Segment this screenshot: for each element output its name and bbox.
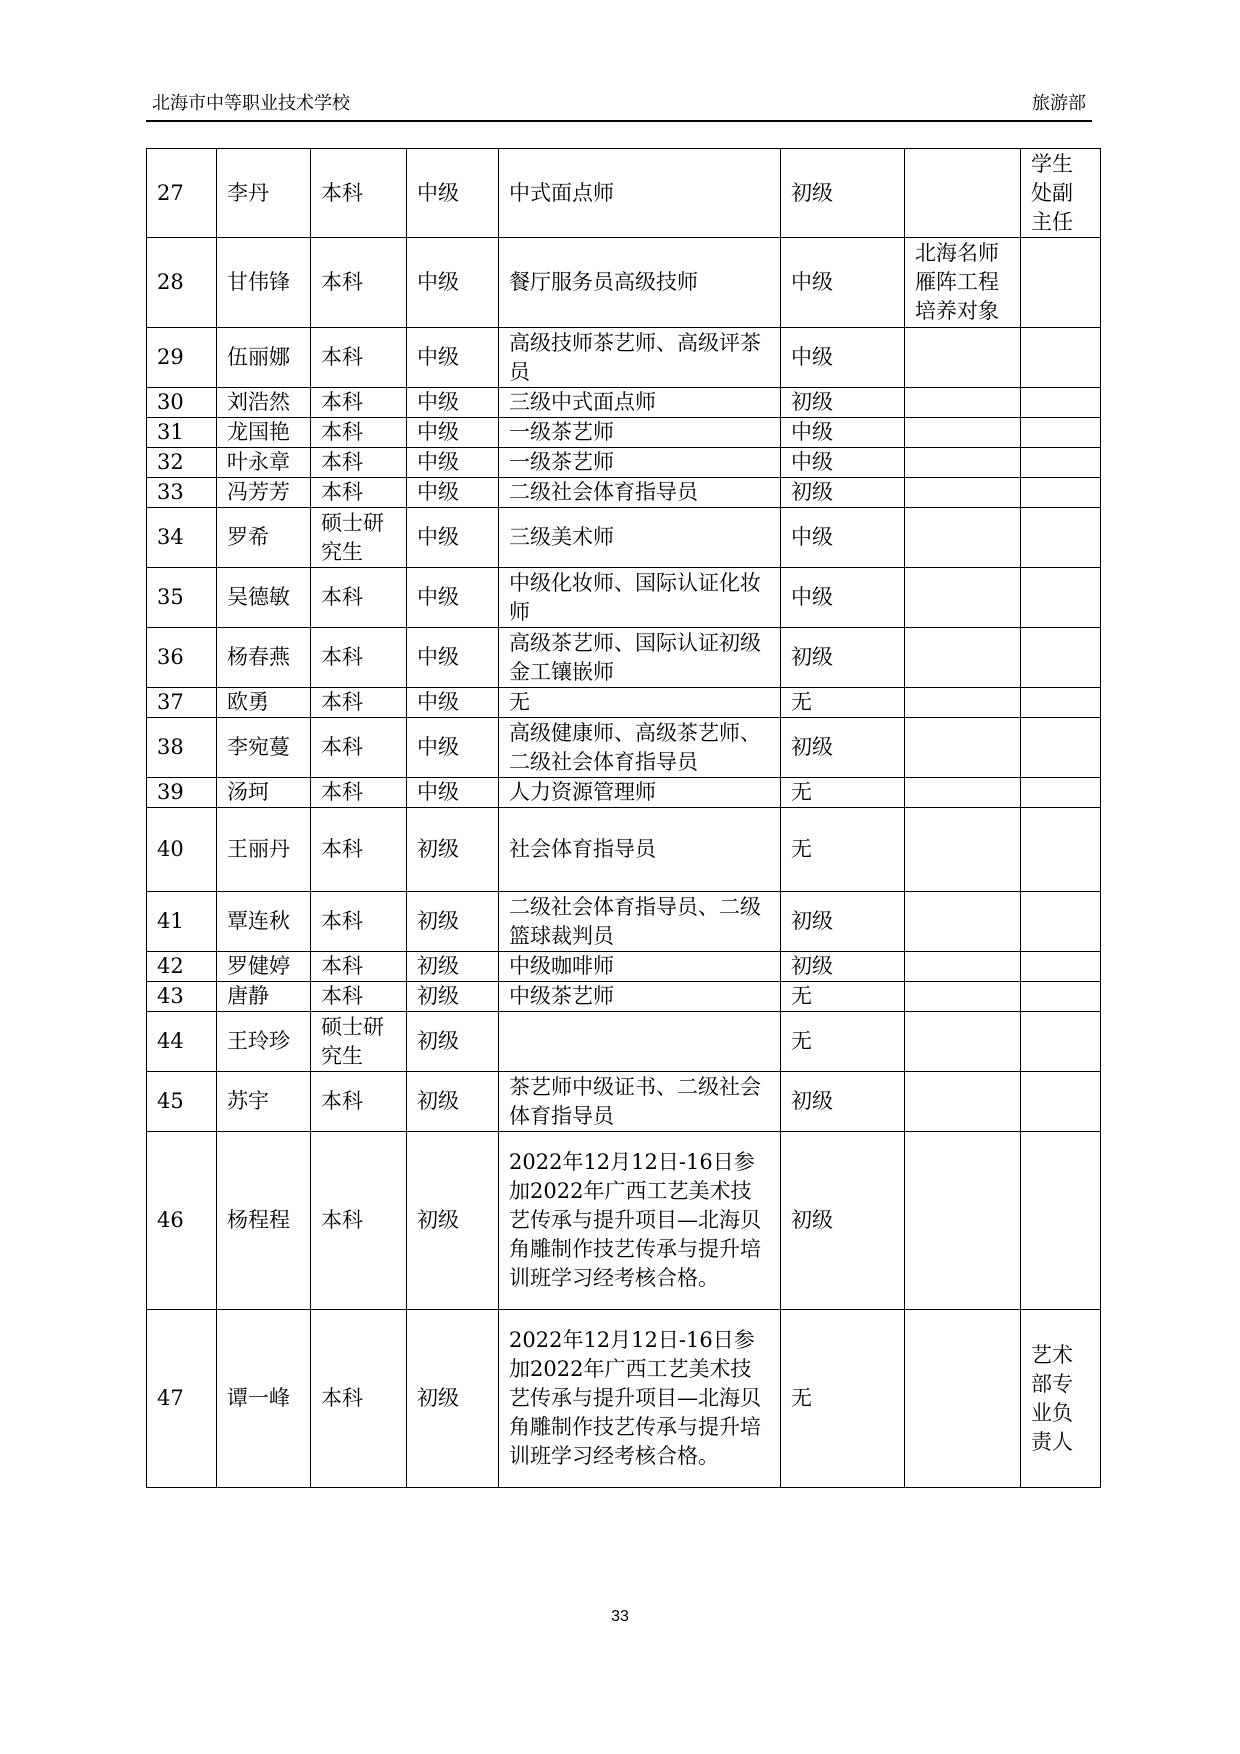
cell-qualification: 三级中式面点师: [499, 388, 781, 418]
cell-skill-level: 中级: [781, 418, 905, 448]
cell-honor: [905, 388, 1021, 418]
table-row: [147, 508, 1101, 568]
cell-skill-level: 初级: [781, 892, 905, 952]
table-row: [147, 328, 1101, 388]
cell-qualification: 中级茶艺师: [499, 982, 781, 1012]
table-row: [147, 149, 1101, 238]
cell-qualification: 高级茶艺师、国际认证初级金工镶嵌师: [499, 628, 781, 688]
cell-role: [1021, 1072, 1101, 1132]
cell-skill-level: 初级: [781, 1132, 905, 1310]
cell-name: 罗希: [217, 508, 311, 568]
cell-index: 42: [147, 952, 217, 982]
cell-honor: [905, 508, 1021, 568]
table-row: [147, 448, 1101, 478]
cell-index: 41: [147, 892, 217, 952]
cell-index: 35: [147, 568, 217, 628]
cell-skill-level: 初级: [781, 149, 905, 238]
cell-education: 本科: [311, 568, 407, 628]
page-header: [146, 90, 1092, 122]
cell-skill-level: 初级: [781, 478, 905, 508]
cell-honor: [905, 418, 1021, 448]
cell-index: 45: [147, 1072, 217, 1132]
cell-title: 中级: [407, 149, 499, 238]
cell-skill-level: 无: [781, 1012, 905, 1072]
cell-education: 本科: [311, 688, 407, 718]
table-row: [147, 892, 1101, 952]
staff-table: [146, 148, 1101, 1488]
cell-education: 硕士研究生: [311, 508, 407, 568]
cell-index: 30: [147, 388, 217, 418]
cell-role: [1021, 418, 1101, 448]
table-row: [147, 1072, 1101, 1132]
cell-role: [1021, 808, 1101, 892]
cell-title: 中级: [407, 778, 499, 808]
cell-education: 本科: [311, 892, 407, 952]
cell-title: 初级: [407, 982, 499, 1012]
cell-skill-level: 初级: [781, 388, 905, 418]
cell-index: 28: [147, 238, 217, 328]
cell-role: [1021, 568, 1101, 628]
cell-education: 本科: [311, 1132, 407, 1310]
cell-skill-level: 初级: [781, 1072, 905, 1132]
cell-name: 甘伟锋: [217, 238, 311, 328]
cell-name: 罗健婷: [217, 952, 311, 982]
cell-title: 初级: [407, 952, 499, 982]
table-row: [147, 1012, 1101, 1072]
cell-honor: [905, 778, 1021, 808]
cell-title: 中级: [407, 478, 499, 508]
cell-role: 学生处副主任: [1021, 149, 1101, 238]
cell-index: 36: [147, 628, 217, 688]
cell-role: [1021, 1132, 1101, 1310]
cell-education: 本科: [311, 808, 407, 892]
cell-role: [1021, 952, 1101, 982]
cell-education: 硕士研究生: [311, 1012, 407, 1072]
cell-index: 43: [147, 982, 217, 1012]
cell-honor: [905, 688, 1021, 718]
cell-index: 39: [147, 778, 217, 808]
cell-role: [1021, 892, 1101, 952]
cell-index: 38: [147, 718, 217, 778]
cell-honor: [905, 1132, 1021, 1310]
cell-qualification: 无: [499, 688, 781, 718]
cell-qualification: 社会体育指导员: [499, 808, 781, 892]
cell-role: [1021, 688, 1101, 718]
cell-skill-level: 无: [781, 1310, 905, 1488]
cell-skill-level: 初级: [781, 628, 905, 688]
cell-name: 李宛蔓: [217, 718, 311, 778]
cell-role: [1021, 1012, 1101, 1072]
cell-title: 初级: [407, 808, 499, 892]
cell-honor: [905, 982, 1021, 1012]
cell-title: 中级: [407, 328, 499, 388]
cell-role: [1021, 238, 1101, 328]
cell-name: 刘浩然: [217, 388, 311, 418]
cell-title: 中级: [407, 508, 499, 568]
cell-index: 31: [147, 418, 217, 448]
cell-education: 本科: [311, 388, 407, 418]
cell-name: 杨春燕: [217, 628, 311, 688]
cell-qualification: 高级技师茶艺师、高级评茶员: [499, 328, 781, 388]
cell-skill-level: 中级: [781, 328, 905, 388]
cell-title: 初级: [407, 1012, 499, 1072]
cell-role: [1021, 388, 1101, 418]
cell-skill-level: 无: [781, 808, 905, 892]
cell-index: 33: [147, 478, 217, 508]
table-row: [147, 238, 1101, 328]
cell-index: 32: [147, 448, 217, 478]
cell-name: 叶永章: [217, 448, 311, 478]
cell-qualification: 中级化妆师、国际认证化妆师: [499, 568, 781, 628]
cell-name: 吴德敏: [217, 568, 311, 628]
cell-qualification: 人力资源管理师: [499, 778, 781, 808]
cell-education: 本科: [311, 952, 407, 982]
cell-skill-level: 无: [781, 778, 905, 808]
table-row: [147, 568, 1101, 628]
staff-table-body: [147, 149, 1101, 1488]
cell-name: 杨程程: [217, 1132, 311, 1310]
cell-skill-level: 初级: [781, 952, 905, 982]
cell-role: [1021, 508, 1101, 568]
cell-name: 王玲珍: [217, 1012, 311, 1072]
cell-name: 覃连秋: [217, 892, 311, 952]
cell-title: 初级: [407, 1072, 499, 1132]
cell-title: 中级: [407, 628, 499, 688]
cell-qualification: 餐厅服务员高级技师: [499, 238, 781, 328]
cell-honor: [905, 1310, 1021, 1488]
table-row: [147, 478, 1101, 508]
cell-name: 苏宇: [217, 1072, 311, 1132]
cell-skill-level: 初级: [781, 718, 905, 778]
cell-honor: [905, 892, 1021, 952]
cell-education: 本科: [311, 238, 407, 328]
cell-index: 37: [147, 688, 217, 718]
cell-education: 本科: [311, 628, 407, 688]
cell-role: 艺术部专业负责人: [1021, 1310, 1101, 1488]
cell-qualification: 二级社会体育指导员: [499, 478, 781, 508]
cell-title: 中级: [407, 238, 499, 328]
cell-name: 龙国艳: [217, 418, 311, 448]
cell-name: 伍丽娜: [217, 328, 311, 388]
cell-qualification: 2022年12月12日-16日参加2022年广西工艺美术技艺传承与提升项目—北海贝角雕制作技艺传承与提升培训班学习经考核合格。: [499, 1132, 781, 1310]
cell-education: 本科: [311, 448, 407, 478]
cell-index: 47: [147, 1310, 217, 1488]
cell-honor: [905, 478, 1021, 508]
cell-title: 初级: [407, 1310, 499, 1488]
table-row: [147, 628, 1101, 688]
cell-qualification: 一级茶艺师: [499, 418, 781, 448]
cell-honor: [905, 328, 1021, 388]
cell-role: [1021, 328, 1101, 388]
cell-role: [1021, 778, 1101, 808]
cell-education: 本科: [311, 478, 407, 508]
cell-title: 初级: [407, 1132, 499, 1310]
cell-title: 中级: [407, 718, 499, 778]
cell-education: 本科: [311, 418, 407, 448]
school-name: 北海市中等职业技术学校: [152, 93, 350, 114]
cell-qualification: 茶艺师中级证书、二级社会体育指导员: [499, 1072, 781, 1132]
cell-education: 本科: [311, 982, 407, 1012]
page-number: 33: [611, 1608, 629, 1625]
cell-skill-level: 无: [781, 688, 905, 718]
cell-honor: [905, 149, 1021, 238]
cell-qualification: [499, 1012, 781, 1072]
cell-index: 44: [147, 1012, 217, 1072]
cell-skill-level: 中级: [781, 568, 905, 628]
cell-qualification: 中式面点师: [499, 149, 781, 238]
cell-education: 本科: [311, 778, 407, 808]
cell-name: 欧勇: [217, 688, 311, 718]
table-row: [147, 952, 1101, 982]
cell-qualification: 一级茶艺师: [499, 448, 781, 478]
cell-title: 初级: [407, 892, 499, 952]
cell-education: 本科: [311, 328, 407, 388]
table-row: [147, 388, 1101, 418]
cell-education: 本科: [311, 1310, 407, 1488]
cell-name: 李丹: [217, 149, 311, 238]
cell-index: 40: [147, 808, 217, 892]
cell-title: 中级: [407, 688, 499, 718]
cell-role: [1021, 448, 1101, 478]
cell-index: 34: [147, 508, 217, 568]
cell-title: 中级: [407, 568, 499, 628]
cell-education: 本科: [311, 718, 407, 778]
cell-title: 中级: [407, 388, 499, 418]
cell-honor: [905, 1012, 1021, 1072]
cell-name: 唐静: [217, 982, 311, 1012]
cell-name: 谭一峰: [217, 1310, 311, 1488]
cell-qualification: 高级健康师、高级茶艺师、二级社会体育指导员: [499, 718, 781, 778]
cell-skill-level: 中级: [781, 508, 905, 568]
cell-name: 汤珂: [217, 778, 311, 808]
cell-qualification: 三级美术师: [499, 508, 781, 568]
table-row: [147, 778, 1101, 808]
cell-index: 27: [147, 149, 217, 238]
table-row: [147, 808, 1101, 892]
cell-title: 中级: [407, 418, 499, 448]
cell-skill-level: 中级: [781, 238, 905, 328]
cell-honor: [905, 808, 1021, 892]
cell-honor: [905, 952, 1021, 982]
cell-title: 中级: [407, 448, 499, 478]
table-row: [147, 418, 1101, 448]
cell-honor: [905, 718, 1021, 778]
cell-role: [1021, 982, 1101, 1012]
cell-name: 王丽丹: [217, 808, 311, 892]
department-name: 旅游部: [1032, 93, 1086, 114]
cell-name: 冯芳芳: [217, 478, 311, 508]
cell-role: [1021, 718, 1101, 778]
cell-education: 本科: [311, 149, 407, 238]
cell-education: 本科: [311, 1072, 407, 1132]
table-row: [147, 688, 1101, 718]
cell-honor: [905, 568, 1021, 628]
cell-index: 46: [147, 1132, 217, 1310]
cell-role: [1021, 478, 1101, 508]
cell-skill-level: 无: [781, 982, 905, 1012]
cell-qualification: 2022年12月12日-16日参加2022年广西工艺美术技艺传承与提升项目—北海贝角雕制作技艺传承与提升培训班学习经考核合格。: [499, 1310, 781, 1488]
cell-index: 29: [147, 328, 217, 388]
cell-honor: 北海名师雁阵工程培养对象: [905, 238, 1021, 328]
table-row: [147, 982, 1101, 1012]
cell-honor: [905, 448, 1021, 478]
cell-honor: [905, 628, 1021, 688]
cell-qualification: 中级咖啡师: [499, 952, 781, 982]
cell-skill-level: 中级: [781, 448, 905, 478]
cell-qualification: 二级社会体育指导员、二级篮球裁判员: [499, 892, 781, 952]
cell-honor: [905, 1072, 1021, 1132]
table-row: [147, 1132, 1101, 1310]
cell-role: [1021, 628, 1101, 688]
table-row: [147, 718, 1101, 778]
table-row: [147, 1310, 1101, 1488]
